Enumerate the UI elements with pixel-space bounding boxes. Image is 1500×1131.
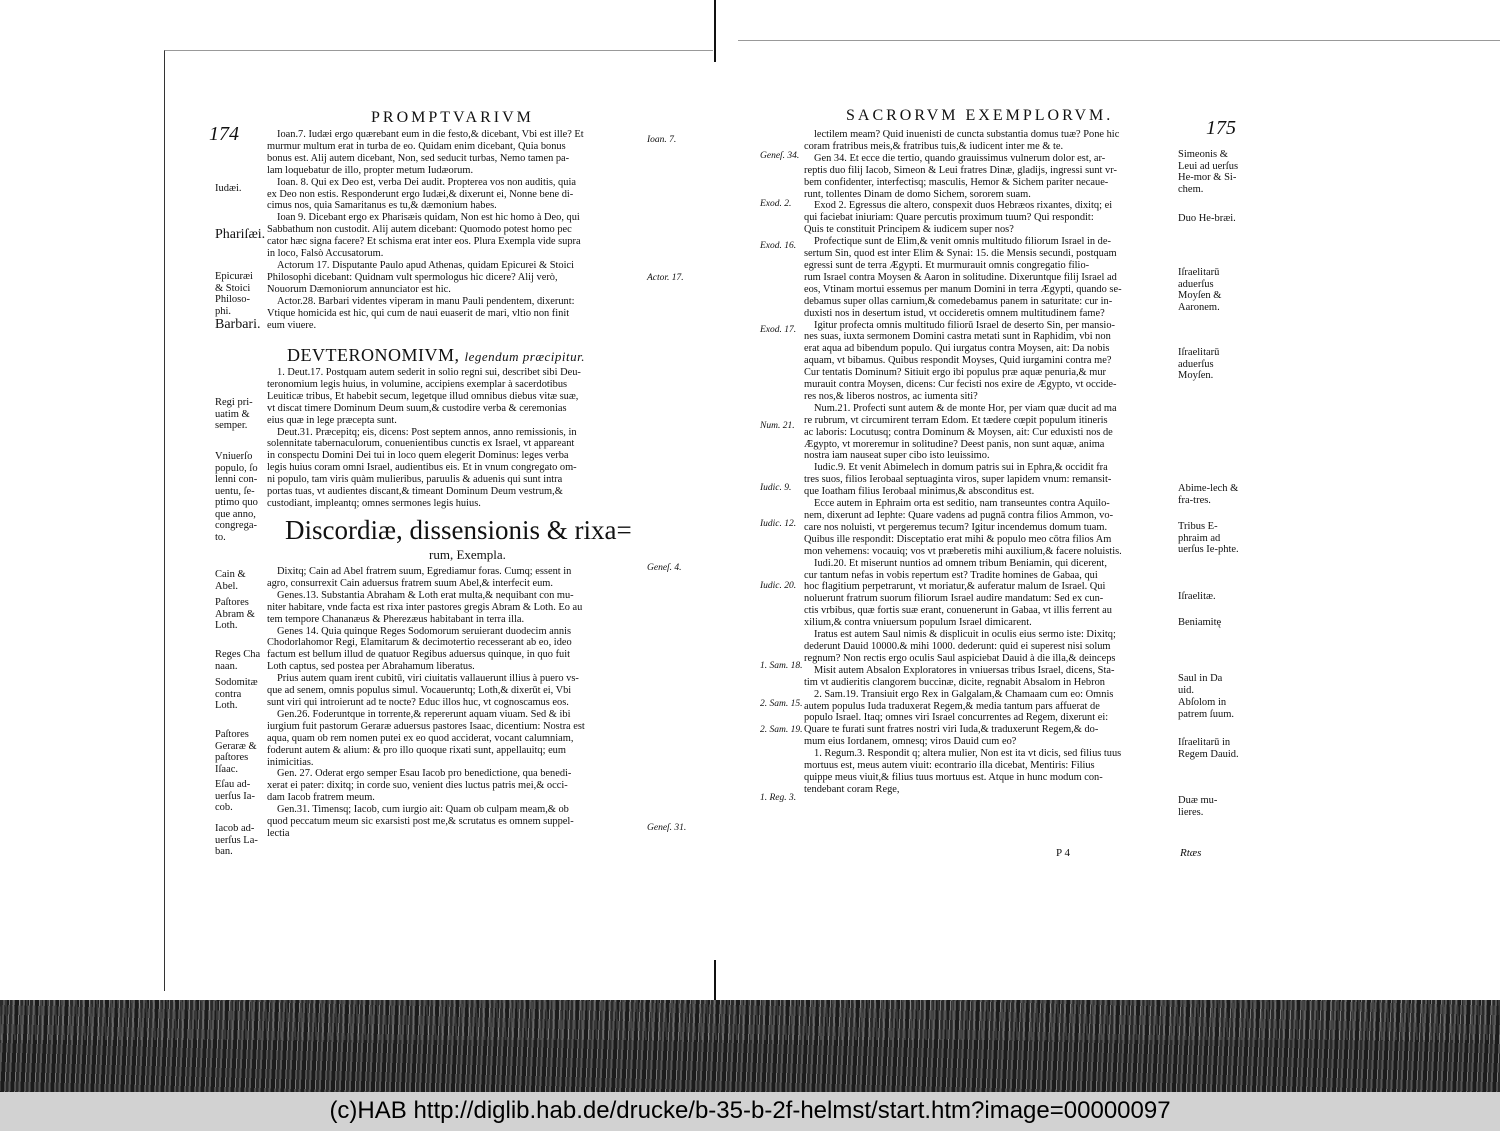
left-running-head: PROMPTVARIVM [371,109,534,126]
text-line: murauit contra Moysen, dicens: Cur fecisti nos exire de Ægypto, vt occide- [804,379,1117,391]
text-line: nostra iam nauseat super cibo isto leuissimo. [804,450,990,462]
text-line: Exod 2. Egressus die altero, conspexit duos Hebræos rixantes, dixitq; ei [814,200,1113,212]
text-line: Actorum 17. Disputante Paulo apud Athenas, quidam Epicurei & Stoici [277,259,574,271]
text-line: xilium,& contra vniuersum populum Israel dimicarent. [804,617,1032,629]
margin-note: Sodomitæ contra Loth. [215,677,258,711]
scripture-ref: Geneſ. 31. [647,823,687,833]
text-line: duxisti nos in desertum istud, vt occideretis omnem multitudinem fame? [804,307,1105,319]
text-line: bonus est. Alij autem dicebant, Non, sed seducit turbas, Nemo tamen pa- [267,152,570,164]
margin-note: Iſraelitarū aduerſus Moyſen & Aaronem. [1178,267,1222,313]
text-line: tim vt audieritis clangorem buccinæ, dicite, regnabit Absalom in Hebron [804,676,1105,688]
text-line: 1. Deut.17. Postquam autem sederit in solio regni sui, describet sibi Deu- [277,367,581,378]
text-line: Genes.13. Substantia Abraham & Loth erat multa,& nequibant con mu- [277,589,574,601]
scripture-ref: 1. Reg. 3. [760,793,797,803]
text-line: Vtique homicida est hic, qui cum de naui euaserit de mari, vltio non finit [267,307,570,319]
scripture-ref: Iudic. 20. [760,581,797,591]
text-line: tres suos, filios Ierobaal septuaginta viros, super lapidem vnum: remansit- [804,474,1112,486]
paragraph [267,427,643,510]
text-line: lam loquebatur de illo, propter metum Iudæorum. [267,164,474,176]
text-line: murmur multum erat in turba de eo. Quidam enim dicebant, Quia bonus [267,140,566,152]
text-line: reptis duo filij Iacob, Simeon & Leui fratres Dinæ, gladijs, ingressi sunt vr- [804,164,1117,176]
text-line: egressi sunt de terra Ægypti. Et murmurauit omnis congregatio filio- [804,259,1090,271]
text-line: agro, consurrexit Cain aduersus fratrem suum Abel,& interfecit eum. [267,577,553,589]
text-line: Profectique sunt de Elim,& venit omnis multitudo filiorum Israel in de- [814,236,1111,248]
margin-note: Duo He-bræi. [1178,213,1236,224]
margin-note: Phariſæi. [215,227,266,242]
text-line: Quare te furati sunt fratres nostri viri Iuda,& traduxerunt Regem,& do- [804,724,1099,736]
margin-note: Iſraelitarū aduerſus Moyſen. [1178,347,1220,381]
scripture-ref: Geneſ. 4. [647,563,682,573]
left-body-deut [267,367,643,510]
copyright-footer: (c)HAB http://diglib.hab.de/drucke/b-35-b-2f-helmst/start.htm?image=00000097 [0,1092,1500,1131]
text-line: xerat ei pater: dixitq; in corde suo, venient dies luctus patris mei,& occi- [267,780,568,792]
paragraph [804,498,1176,558]
paragraph [267,590,643,626]
margin-note: Abime-lech & fra-tres. [1178,483,1239,506]
scripture-ref: Geneſ. 34. [760,151,800,161]
text-line: runt, tollentes Dinam de domo Sichem, sororem suam. [804,188,1031,200]
text-line: lectia [267,827,290,839]
text-line: debamus super ollas carnium,& comedebamus panem in saturitate: cur in- [804,295,1113,307]
text-line: eos, Vtinam mortui essemus per manum Domini in terra Ægypti, quando se- [804,283,1122,295]
text-line: Ioan.7. Iudæi ergo quærebant eum in die festo,& dicebant, Vbi est ille? Et [277,129,584,140]
left-page-number: 174 [209,123,239,145]
margin-note: Abſolom in patrem ſuum. [1178,697,1234,720]
text-line: nes suas, iuxta sermonem Domini castra metati sunt in Raphidim, vbi non [804,331,1111,343]
text-line: Chodorlahomor Regi, Elamitarum & decimotertio recesserant ab eo, ideo [267,637,572,649]
heading-discordiae: Discordiæ, dissensionis & rixa= [285,515,632,545]
margin-note: Reges Cha naan. [215,649,261,672]
paragraph [267,709,643,769]
margin-note: Iacob ad-uerſus La-ban. [215,823,258,857]
margin-note: Iſraelitæ. [1178,591,1216,602]
text-line: sunt viri qui introierunt ad te nocte? Educ illos huc, vt cognoscamus eos. [267,696,569,708]
text-line: noluerunt fratrum suorum filiorum Israel audire mandatum: Sed ex cun- [804,593,1104,605]
text-line: Sabbathum non custodit. Alij autem dicebant: Quomodo potest homo pec [267,224,572,236]
paragraph [804,153,1176,201]
paragraph [267,177,643,213]
scripture-ref: Exod. 16. [760,241,797,251]
text-line: Iudic.9. Et venit Abimelech in domum patris sui in Ephra,& occidit fra [814,462,1108,474]
text-line: portas tuas, vt audientes discant,& timeant Dominum Deum vestrum,& [267,486,563,498]
right-running-head: SACRORVM EXEMPLORVM. [846,107,1114,124]
paragraph [804,129,1176,153]
heading-deuteronomium-title: DEVTERONOMIVM, [287,345,460,365]
margin-note: Regi pri-uatim & semper. [215,397,253,431]
text-line: res nos,& liberos nostros, ac iumenta siti? [804,390,978,402]
margin-note: Paſtores Abram & Loth. [215,597,255,631]
text-line: Iudi.20. Et miserunt nuntios ad omnem tribum Beniamin, qui dicerent, [814,557,1107,569]
scripture-ref: Exod. 17. [760,325,797,335]
margin-note: Iſraelitarū in Regem Dauid. [1178,737,1239,760]
paragraph [267,296,643,332]
text-line: Loth captus, sed postea per Abrahamum liberatus. [267,661,475,673]
margin-note: Beniamitę [1178,617,1222,628]
text-line: coram fratribus meis,& fratribus tuis,& iudicent inter me & te. [804,140,1064,152]
text-line: Ecce autem in Ephraim orta est seditio, nam transeuntes contra Aquilo- [814,498,1110,510]
paragraph [267,260,643,296]
paragraph [267,673,643,709]
text-line: nem, dixerunt ad Iephte: Quare vadens ad pugnā contra filios Ammon, vo- [804,510,1114,521]
text-line: in conspectu Domini Dei tui in loco quem elegerit Dominus: leges verba [267,450,569,462]
text-line: populo Israel. Itaq; omnes viri Israel concurrentes ad Regem, dixerunt ei: [804,712,1109,724]
text-line: que Ioatham filius Ierobaal minimus,& absconditus est. [804,486,1035,498]
text-line: 2. Sam.19. Transiuit ergo Rex in Galgalam,& Chamaam cum eo: Omnis [814,688,1114,700]
right-page [738,40,1500,993]
text-line: iurgium fuit pastorum Geraræ aduersus pastores Isaac, dicentium: Nostra est [267,720,585,732]
margin-note: Epicuræi & Stoici Philoso-phi. [215,271,253,317]
margin-note: Eſau ad-uerſus Ia-cob. [215,779,255,813]
paragraph [804,665,1176,689]
text-line: 1. Regum.3. Respondit q; altera mulier, Non est ita vt dicis, sed filius tuus [814,748,1122,760]
right-body [804,129,1176,796]
text-line: aqua, quam ob rem nomen putei ex eo quod acciderat, vocant calumniam, [267,732,574,744]
text-line: Leuiticæ tribus, Et habebit secum, legetque illud omnibus diebus vitæ suæ, [267,390,579,402]
margin-note: Tribus E-phraim ad uerſus Ie-phte. [1178,521,1239,555]
left-body-disc [267,566,643,840]
paragraph [267,768,643,804]
text-line: foderunt autem & alium: & pro illo quoque rixati sunt, appellauitq; eum [267,744,566,756]
text-line: Ioan 9. Dicebant ergo ex Pharisæis quidam, Non est hic homo à Deo, qui [277,212,580,224]
text-line: eius quæ in lege præcepta sunt. [267,414,397,426]
text-line: Deut.31. Præcepitq; eis, dicens: Post septem annos, anno remissionis, in [277,426,577,438]
text-line: quippe meus viuit,& filius tuus mortuus est. Atque in hunc modum con- [804,771,1103,783]
margin-note: Saul in Da uid. [1178,673,1223,696]
text-line: ctis vrbibus, quæ fortis suæ erant, conuenerunt in Gabaa, vt illis ferrent au [804,605,1112,617]
paragraph [267,626,643,674]
text-line: rum Israel contra Moysen & Aaron in solitudine. Dixeruntque filij Israel ad [804,271,1117,283]
text-line: mum eius Iordanem, omnesq; viros Dauid cum eo? [804,736,1017,748]
margin-note: Vniuerſo populo, ſo lenni con-uentu, ſe-ptimo quo que anno, congrega-to. [215,451,258,543]
text-line: quod peccatum meum sic exarsisti post me,& scrutatus es omnem suppel- [267,816,574,828]
text-line: Quis te constituit Principem & iudicem super nos? [804,224,1014,236]
paragraph [804,320,1176,403]
paragraph [267,212,643,260]
text-line: mon vehemens: vocauiq; vos vt præberetis mihi auxilium,& facere noluistis. [804,545,1122,557]
paragraph [804,748,1176,796]
text-line: dam Iacob fratrem meum. [267,792,375,804]
text-line: ac laboris: Locutusq; contra Dominum & Moysen, ait: Cur eduxisti nos de [804,426,1113,438]
heading-discordiae-sub: rum, Exempla. [429,547,506,562]
paragraph [267,129,643,177]
margin-note: Duæ mu-lieres. [1178,795,1218,818]
book-gutter [712,0,738,1000]
paragraph [804,462,1176,498]
text-line: lectilem meam? Quid inuenisti de cuncta substantia domus tuæ? Pone hic [814,129,1120,140]
text-line: Actor.28. Barbari videntes viperam in manu Pauli pendentem, dixerunt: [277,295,575,307]
catchword: Rtæs [1180,847,1202,859]
text-line: in loco, Falsò Accusatorum. [267,248,384,260]
text-line: inimicitias. [267,756,314,768]
margin-note: Paſtores Geraræ & paſtores Iſaac. [215,729,257,775]
right-page-number: 175 [1206,117,1236,139]
margin-note: Iudæi. [215,183,242,194]
margin-note: Barbari. [215,317,261,332]
text-line: Num.21. Profecti sunt autem & de monte Hor, per viam quæ ducit ad ma [814,402,1117,414]
text-line: sertum Sin, quod est inter Elim & Synai: 15. die Mensis secundi, postquam [804,248,1117,260]
text-line: Dixitq; Cain ad Abel fratrem suum, Egrediamur foras. Cumq; essent in [277,566,572,577]
margin-note: Simeonis & Leui ad uerſus He-mor & Si-chem. [1178,149,1239,195]
text-line: Misit autem Absalon Exploratores in vniuersas tribus Israel, dicens, Sta- [814,664,1115,676]
text-line: qui faciebat iniuriam: Quare percutis proximum tuum? Qui respondit: [804,212,1094,224]
text-line: Gen.31. Timensq; Iacob, cum iurgio ait: Quam ob culpam meam,& ob [277,804,569,816]
text-line: bem confidenter, interfectisq; masculis, Hemor & Sichem pariter necaue- [804,176,1109,188]
text-line: Genes 14. Quia quinque Reges Sodomorum seruierant duodecim annis [277,625,572,637]
text-line: Iratus est autem Saul nimis & displicuit in oculis eius sermo iste: Dixitq; [814,629,1116,641]
paragraph [804,403,1176,463]
paragraph [267,804,643,840]
text-line: care nos noluisti, vt pergeremus tecum? Igitur incendemus domum tuam. [804,521,1108,533]
text-line: Quibus ille respondit: Disceptatio erat mihi & populo meo cōtra filios Am [804,533,1112,545]
paragraph [804,689,1176,749]
text-line: eum viuere. [267,319,317,331]
text-line: factum est bellum illud de quatuor Regibus aduersus quinque, in quo fuit [267,649,571,661]
scan-edge-noise [0,1000,1500,1092]
text-line: Nouorum Dæmoniorum annunciator est hic. [267,283,451,295]
text-line: mortuus est, meus autem viuit: econtrario illa dicebat, Mentiris: Filius [804,760,1095,772]
scripture-ref: Iudic. 12. [760,519,797,529]
text-line: custodiant, impleantq; omnes sermones legis huius. [267,497,481,509]
text-line: tendebant coram Rege, [804,783,900,795]
heading-deuteronomium [287,345,585,366]
text-line: dederunt Dauid 10000.& mihi 1000. dederunt: quid ei superest nisi solum [804,640,1111,652]
text-line: ex Deo non estis. Responderunt ergo Iudæi,& dixerunt ei, Nonne bene di- [267,188,574,200]
text-line: Philosophi dicebant: Quidnam vult spermologus hic dicere? Alij verò, [267,271,558,283]
text-line: solennitate tabernaculorum, conuenientibus cunctis ex Israel, vt appareant [267,438,575,450]
text-line: tem tempore Chananæus & Pherezæus habitabant in terra illa. [267,613,525,625]
text-line: Prius autem quam irent cubitū, viri ciuitatis vallauerunt illius à puero vs- [277,673,579,685]
text-line: teronomium legis huius, in volumine, accipiens exemplar à sacerdotibus [267,378,568,390]
paragraph [804,200,1176,236]
paragraph [804,629,1176,665]
left-page [164,50,713,991]
scripture-ref: 2. Sam. 19. [760,725,803,735]
text-line: legis huius coram omni Israel, audientibus eis. Et in vnum congregato om- [267,462,577,474]
paragraph [267,367,643,427]
margin-note: Cain & Abel. [215,569,246,592]
text-line: Gen. 27. Oderat ergo semper Esau Iacob pro benedictione, qua benedi- [277,768,572,780]
paragraph [804,558,1176,629]
text-line: aquam, vt bibamus. Quibus respondit Moyses, Quid iurgamini contra me? [804,355,1112,367]
text-line: Ioan. 8. Qui ex Deo est, verba Dei audit. Propterea vos non auditis, quia [277,176,576,188]
text-line: regnum? Non rectis ergo oculis Saul aspiciebat Dauid à die illa,& deinceps [804,652,1116,664]
text-line: Gen.26. Foderuntque in torrente,& repererunt aquam viuam. Sed & ibi [277,708,571,720]
text-line: Ægypto, vt moreremur in solitudine? Deest panis, non sunt aquæ, anima [804,438,1105,450]
paragraph [804,236,1176,319]
scripture-ref: Num. 21. [760,421,795,431]
text-line: erat aqua ad bibendum populo. Qui iurgatus contra Moysen, ait: Da nobis [804,343,1110,355]
text-line: cimus nos, quia Samaritanus es tu,& dæmonium habes. [267,200,497,212]
scripture-ref: Ioan. 7. [647,135,677,145]
text-line: Igitur profecta omnis multitudo filiorū Israel de deserto Sin, per mansio- [814,319,1115,331]
text-line: Gen 34. Et ecce die tertio, quando grauissimus vulnerum dolor est, ar- [814,152,1106,164]
text-line: niter habitare, vnde facta est rixa inter pastores gregis Abram & Loth. Eo au [267,601,583,613]
text-line: ni populo, tam viris quàm mulieribus, paruulis & aduenis qui sunt intra [267,474,563,486]
text-line: autem populus Iuda traduxerat Regem,& media tantum pars affuerat de [804,700,1100,712]
paragraph [267,566,643,590]
text-line: vt discat timere Dominum Deum suum,& custodire verba & ceremonias [267,402,567,414]
scripture-ref: Exod. 2. [760,199,792,209]
scripture-ref: 2. Sam. 15. [760,699,803,709]
left-body-top [267,129,643,331]
text-line: re rubrum, vt circumirent terram Edom. Et tædere cœpit populum itineris [804,414,1108,426]
text-line: hoc flagitium perpetrarunt, vt moriatur,& auferatur malum de Israel. Qui [804,581,1106,593]
signature-mark: P 4 [1056,847,1070,859]
text-line: cur tantum nefas in vobis repertum est? Tradite homines de Gabaa, qui [804,569,1098,581]
scripture-ref: Actor. 17. [647,273,684,283]
text-line: cator hæc signa facere? Et schisma erat inter eos. Plura Exempla vide supra [267,236,581,248]
scripture-ref: Iudic. 9. [760,483,792,493]
text-line: que ad senem, omnis populus simul. Vocaueruntq; Loth,& dixerūt ei, Vbi [267,685,572,697]
text-line: Cur tentatis Dominum? Sitiuit ergo ibi populus præ aquæ penuria,& mur [804,367,1106,379]
heading-deuteronomium-tail: legendum præcipitur. [464,349,585,364]
scripture-ref: 1. Sam. 18. [760,661,803,671]
